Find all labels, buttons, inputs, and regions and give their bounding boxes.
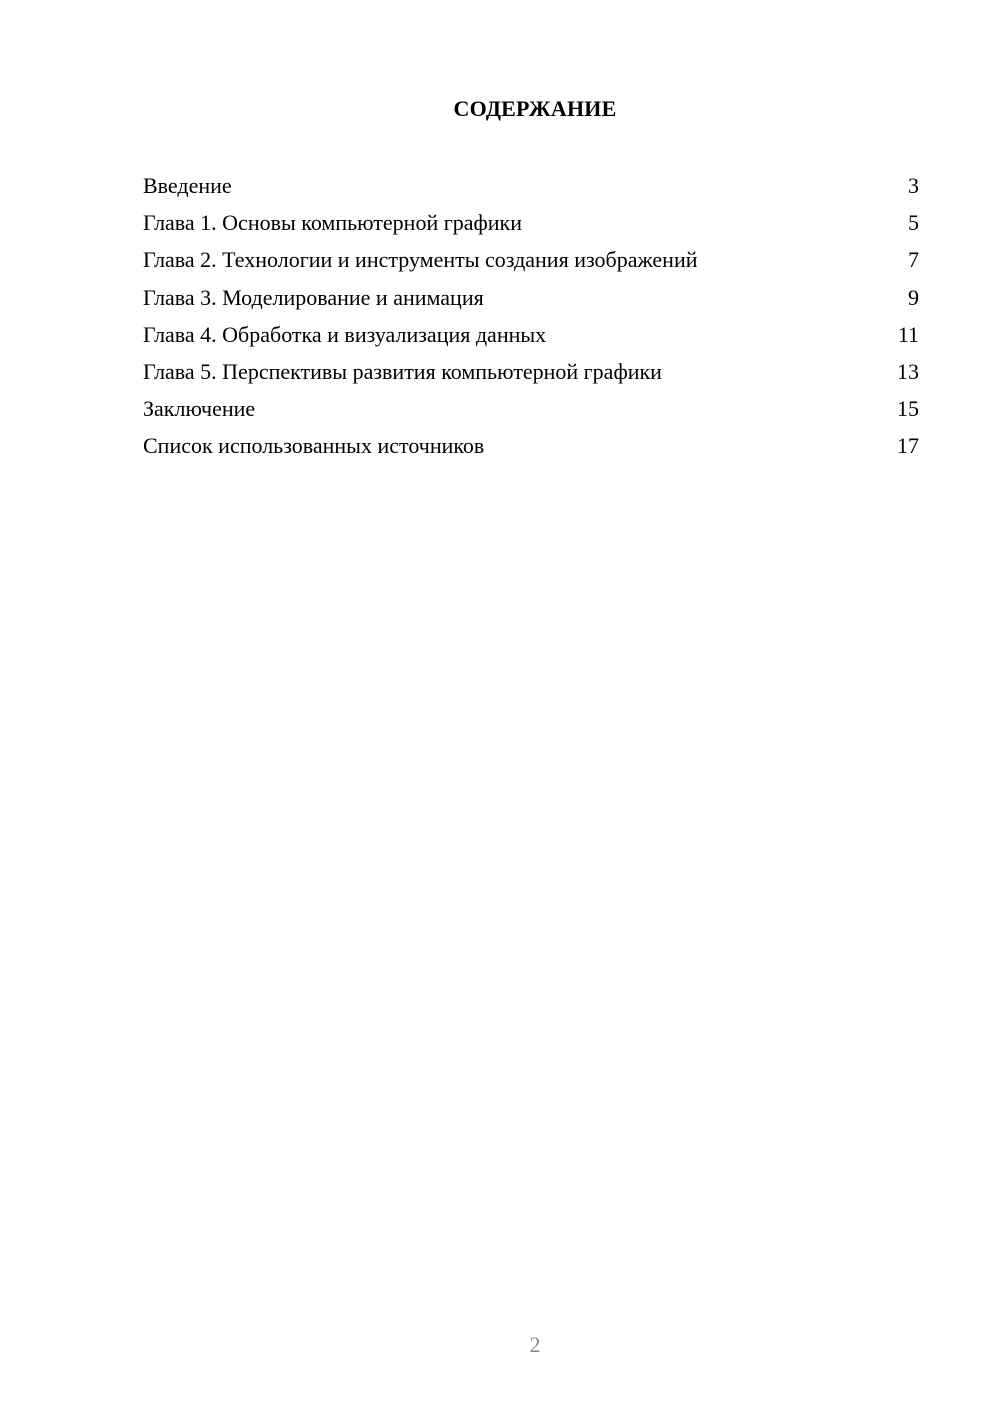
toc-entry-title: Список использованных источников [143, 433, 485, 459]
table-of-contents [143, 167, 919, 465]
toc-entry-title: Глава 2. Технологии и инструменты создания изображений [143, 247, 698, 273]
toc-entry-page-number: 3 [908, 173, 919, 198]
toc-entry-chapter-4[interactable] [143, 316, 919, 353]
toc-entry-page-number: 15 [897, 396, 919, 422]
toc-entry-chapter-1[interactable] [143, 204, 919, 241]
page-number: 2 [529, 1332, 541, 1357]
toc-entry-chapter-2[interactable] [143, 241, 919, 278]
toc-entry-title: Введение [143, 173, 232, 198]
toc-entry-title: Глава 5. Перспективы развития компьютерной графики [143, 358, 662, 384]
toc-entry-chapter-5[interactable] [143, 353, 919, 390]
toc-entry-page-number: 9 [908, 284, 919, 310]
toc-entry-page-number: 11 [897, 321, 919, 347]
toc-entry-title: Заключение [143, 396, 256, 422]
toc-entry-introduction[interactable] [143, 167, 919, 204]
toc-entry-title: Глава 4. Обработка и визуализация данных [143, 321, 547, 347]
toc-entry-page-number: 13 [897, 358, 919, 384]
page-title: СОДЕРЖАНИЕ [453, 96, 617, 121]
toc-entry-chapter-3[interactable] [143, 279, 919, 316]
toc-entry-page-number: 7 [908, 247, 919, 273]
toc-entry-title: Глава 3. Моделирование и анимация [143, 284, 484, 310]
toc-entry-title: Глава 1. Основы компьютерной графики [143, 210, 522, 236]
toc-entry-conclusion[interactable] [143, 390, 919, 427]
toc-entry-page-number: 5 [908, 210, 919, 236]
toc-entry-page-number: 17 [897, 433, 919, 459]
toc-entry-references[interactable] [143, 427, 919, 464]
